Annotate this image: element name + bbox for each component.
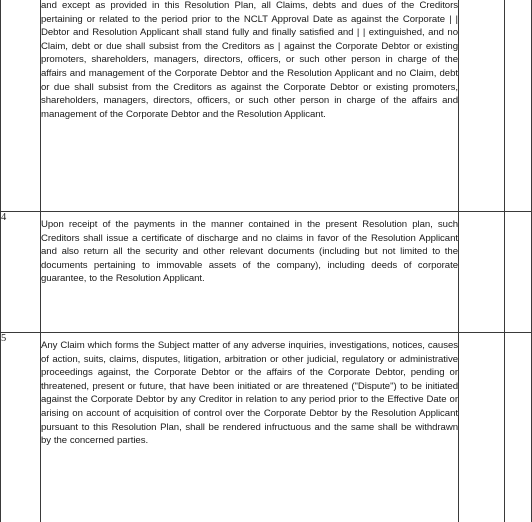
serial-number-cell: 4 (1, 212, 41, 333)
empty-cell (459, 0, 505, 212)
empty-cell (459, 212, 505, 333)
serial-number-cell (1, 0, 41, 212)
clause-text: and except as provided in this Resolution Plan, all Claims, debts and dues of the Creditors pertaining or related to the period prior to the NCLT Approval Date as against the Corporate | | Debtor and Resolution Applicant shall stand fully and finally satisfied and | | extinguished, and no Claim, debt or due shall subsist from the Creditors as | against the Corporate Debtor or existing promoters, shareholders, managers, directors, officers, or such other person in charge of the affairs and management of the Corporate Debtor and the Resolution Applicant and no Claim, debt or due shall subsist from the Creditors as against the Corporate Debtor or existing promoters, shareholders, managers, directors, officers, or such other person in charge of the affairs and management of the Corporate Debtor and the Resolution Applicant. (41, 0, 459, 212)
clause-text: Upon receipt of the payments in the manner contained in the present Resolution plan, such Creditors shall issue a certificate of discharge and no claims in favor of the Resolution Applicant and also return all the security and other relevant documents (including but not limited to the documents pertaining to immovable assets of the company), including deeds of corporate guarantee, to the Resolution Applicant. (41, 212, 459, 333)
empty-cell (505, 0, 532, 212)
serial-number-cell: 5 (1, 333, 41, 522)
table-row (1, 0, 532, 212)
table-row (1, 212, 532, 333)
empty-cell (459, 333, 505, 522)
table-row (1, 333, 532, 522)
empty-cell (505, 212, 532, 333)
clause-text: Any Claim which forms the Subject matter of any adverse inquiries, investigations, notices, causes of action, suits, claims, disputes, litigation, arbitration or other judicial, regulatory or administrative proceedings against, the Corporate Debtor or the affairs of the Corporate Debtor, pending or threatened, present or future, that have been initiated or are threatened ("Dispute") to be initiated against the Corporate Debtor by any Creditor in relation to any period prior to the Effective Date or arising on account of acquisition of control over the Corporate Debtor by the Resolution Applicant pursuant to this Resolution Plan, shall be rendered infructuous and the same shall be withdrawn by the concerned parties. (41, 333, 459, 522)
empty-cell (505, 333, 532, 522)
